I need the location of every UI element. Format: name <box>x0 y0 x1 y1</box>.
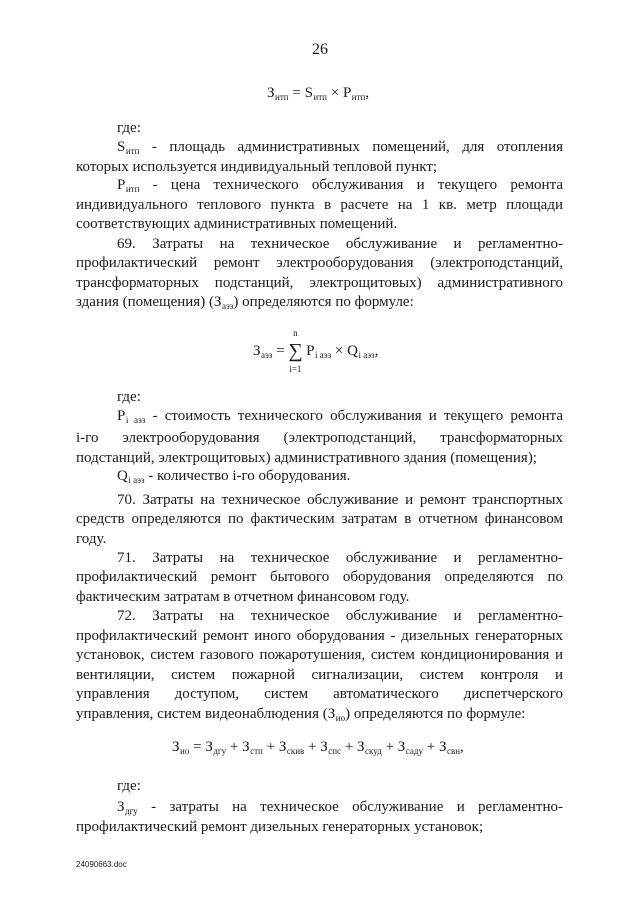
formula-term: $З_{скуд}$ <box>357 739 382 756</box>
paragraph-line: году. <box>76 531 107 547</box>
formula-term: $З_{скив}$ <box>278 739 305 756</box>
paragraph-69: 69. Затраты на техническое обслуживание и регламентно- <box>117 236 563 252</box>
paragraph-line: здания (помещения) $(З_{аэз})$ определяются по формуле: <box>76 294 414 311</box>
paragraph-line: индивидуального теплового пункта в расчете на 1 кв. метр площади <box>76 197 563 213</box>
definition-z-dgu: $З_{дгу}$ - затраты на техническое обслуживание и регламентно- <box>117 799 564 816</box>
formula-io: $З_{ио} = З_{дгу} + З_{стп} + З_{скив} + З_{спс} + З_{скуд} + З_{саду} + З_{свн}$, <box>172 739 464 756</box>
where-label: где: <box>117 778 141 794</box>
formula-aez: $З_{аэз}$ = ∑ n i=1 $P_{i аэз} \times Q_{i аэз}$, <box>253 328 379 374</box>
paragraph-line: трансформаторных подстанций, электрощитовых) административного <box>76 275 563 291</box>
paragraph-line: средств определяются по фактическим затратам в отчетном финансовом <box>76 511 563 527</box>
definition-p-aez: $P_{i аэз}$ - стоимость технического обслуживания и текущего ремонта <box>117 408 564 425</box>
paragraph-line: профилактический ремонт иного оборудования - дизельных генераторных <box>76 628 563 644</box>
paragraph-line: фактическим затратам в отчетном финансовом году. <box>76 589 410 605</box>
page-number: 26 <box>312 41 328 58</box>
paragraph-line: профилактический ремонт электрооборудования (электроподстанций, <box>76 255 563 271</box>
paragraph-line: i-го электрооборудования (электроподстанций, трансформаторных <box>76 430 563 446</box>
definition-q-aez: $Q_{i аэз}$ - количество i-го оборудования. <box>117 468 351 485</box>
where-label: где: <box>117 389 141 405</box>
paragraph-line: которых используется индивидуальный тепловой пункт; <box>76 159 438 175</box>
paragraph-line: установок, систем газового пожаротушения, систем кондиционирования и <box>76 647 563 663</box>
where-label: где: <box>117 120 141 136</box>
paragraph-line: профилактический ремонт дизельных генераторных установок; <box>76 819 484 835</box>
paragraph-71: 71. Затраты на техническое обслуживание и регламентно- <box>117 550 563 566</box>
paragraph-line: управления, систем видеонаблюдения $(З_{ио})$ определяются по формуле: <box>76 706 526 723</box>
formula-term: $З_{свн}$ <box>438 739 461 756</box>
formula-term: $З_{стп}$ <box>242 739 263 756</box>
definition-p-itp: $P_{итп}$ - цена технического обслуживания и текущего ремонта <box>117 177 563 194</box>
paragraph-line: вентиляции, систем пожарной сигнализации, систем контроля и <box>76 667 563 683</box>
formula-itp: $З_{итп} = S_{итп} \times P_{итп}$, <box>267 85 370 102</box>
paragraph-72: 72. Затраты на техническое обслуживание и регламентно- <box>117 608 563 624</box>
paragraph-line: профилактический ремонт бытового оборудования определяются по <box>76 569 563 585</box>
paragraph-70: 70. Затраты на техническое обслуживание и ремонт транспортных <box>117 492 563 508</box>
paragraph-line: соответствующих административных помещений. <box>76 216 398 232</box>
paragraph-line: подстанций, электрощитовых) административного здания (помещения); <box>76 450 537 466</box>
formula-term: $З_{спс}$ <box>320 739 342 756</box>
footer-filename: 24090663.doc <box>76 860 127 869</box>
formula-term: $З_{саду}$ <box>397 739 423 756</box>
formula-term: $З_{дгу}$ <box>205 739 227 756</box>
summation-sign: ∑ n i=1 <box>288 328 303 374</box>
paragraph-line: управления доступом, систем автоматического диспетчерского <box>76 686 563 702</box>
definition-s-itp: $S_{итп}$ - площадь административных помещений, для отопления <box>117 139 563 156</box>
